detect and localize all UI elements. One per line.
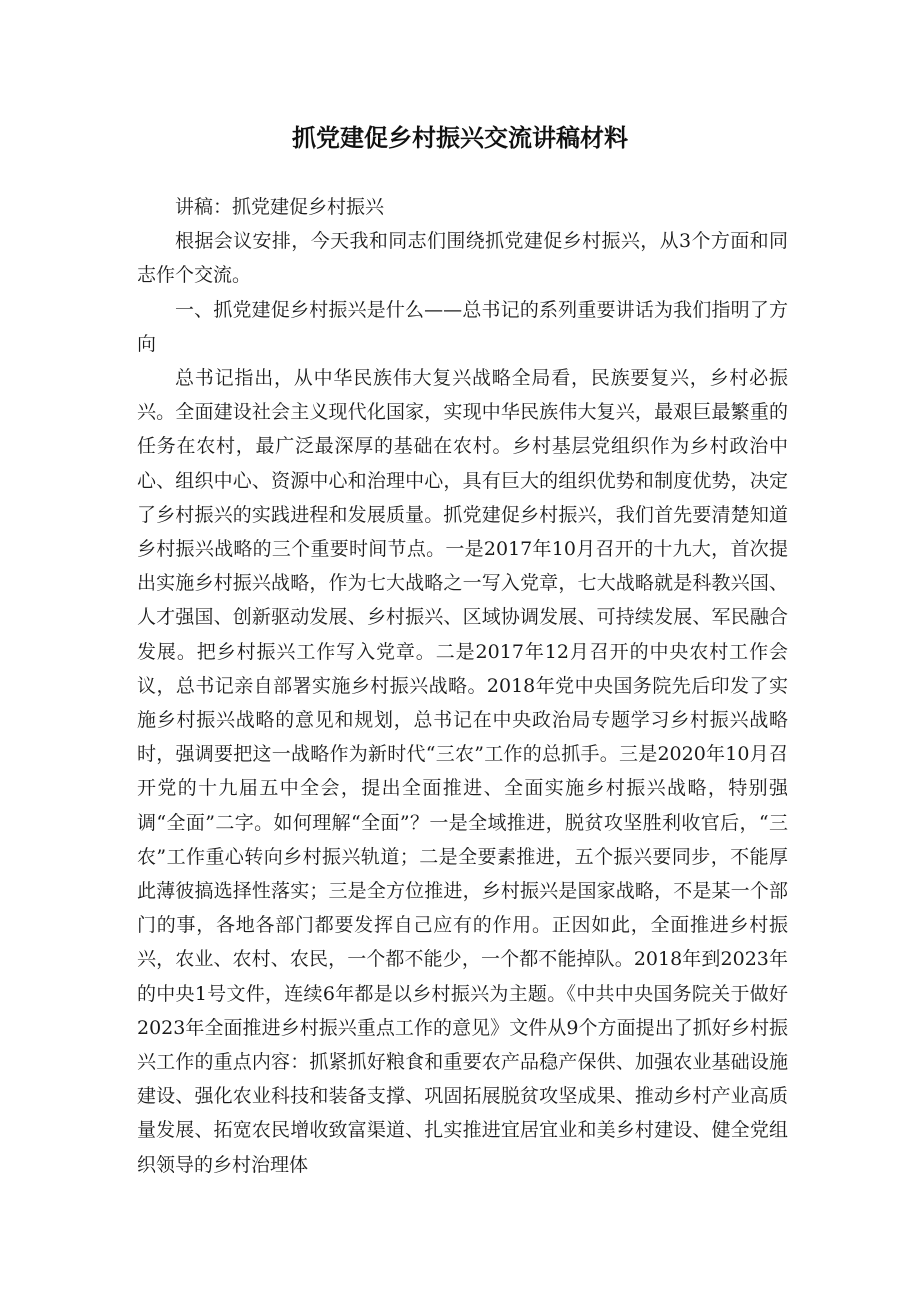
document-title: 抓党建促乡村振兴交流讲稿材料 bbox=[292, 124, 628, 152]
paragraph-heading-line: 讲稿：抓党建促乡村振兴 bbox=[175, 196, 385, 218]
document-body bbox=[137, 190, 788, 1182]
paragraph-intro: 根据会议安排，今天我和同志们围绕抓党建促乡村振兴，从3个方面和同志作个交流。 bbox=[137, 230, 788, 287]
paragraph-main: 总书记指出，从中华民族伟大复兴战略全局看，民族要复兴，乡村必振兴。全面建设社会主义现代化国家，实现中华民族伟大复兴，最艰巨最繁重的任务在农村，最广泛最深厚的基础在农村。乡村基层党组织作为乡村政治中心、组织中心、资源中心和治理中心，具有巨大的组织优势和制度优势，决定了乡村振兴的实践进程和发展质量。抓党建促乡村振兴，我们首先要清楚知道乡村振兴战略的三个重要时间节点。一是2017年10月召开的十九大，首次提出实施乡村振兴战略，作为七大战略之一写入党章，七大战略就是科教兴国、人才强国、创新驱动发展、乡村振兴、区域协调发展、可持续发展、军民融合发展。把乡村振兴工作写入党章。二是2017年12月召开的中央农村工作会议，总书记亲自部署实施乡村振兴战略。2018年党中央国务院先后印发了实施乡村振兴战略的意见和规划，总书记在中央政治局专题学习乡村振兴战略时，强调要把这一战略作为新时代“三农”工作的总抓手。三是2020年10月召开党的十九届五中全会，提出全面推进、全面实施乡村振兴战略，特别强调“全面”二字。如何理解“全面”？一是全域推进，脱贫攻坚胜利收官后，“三农”工作重心转向乡村振兴轨道；二是全要素推进，五个振兴要同步，不能厚此薄彼搞选择性落实；三是全方位推进，乡村振兴是国家战略，不是某一个部门的事，各地各部门都要发挥自己应有的作用。正因如此，全面推进乡村振兴，农业、农村、农民，一个都不能少，一个都不能掉队。2018年到2023年的中央1号文件，连续6年都是以乡村振兴为主题。《中共中央国务院关于做好2023年全面推进乡村振兴重点工作的意见》文件从9个方面提出了抓好乡村振兴工作的重点内容：抓紧抓好粮食和重要农产品稳产保供、加强农业基础设施建设、强化农业科技和装备支撑、巩固拓展脱贫攻坚成果、推动乡村产业高质量发展、拓宽农民增收致富渠道、扎实推进宜居宜业和美乡村建设、健全党组织领导的乡村治理体 bbox=[137, 367, 788, 1176]
section-heading: 一、抓党建促乡村振兴是什么——总书记的系列重要讲话为我们指明了方向 bbox=[137, 298, 788, 355]
